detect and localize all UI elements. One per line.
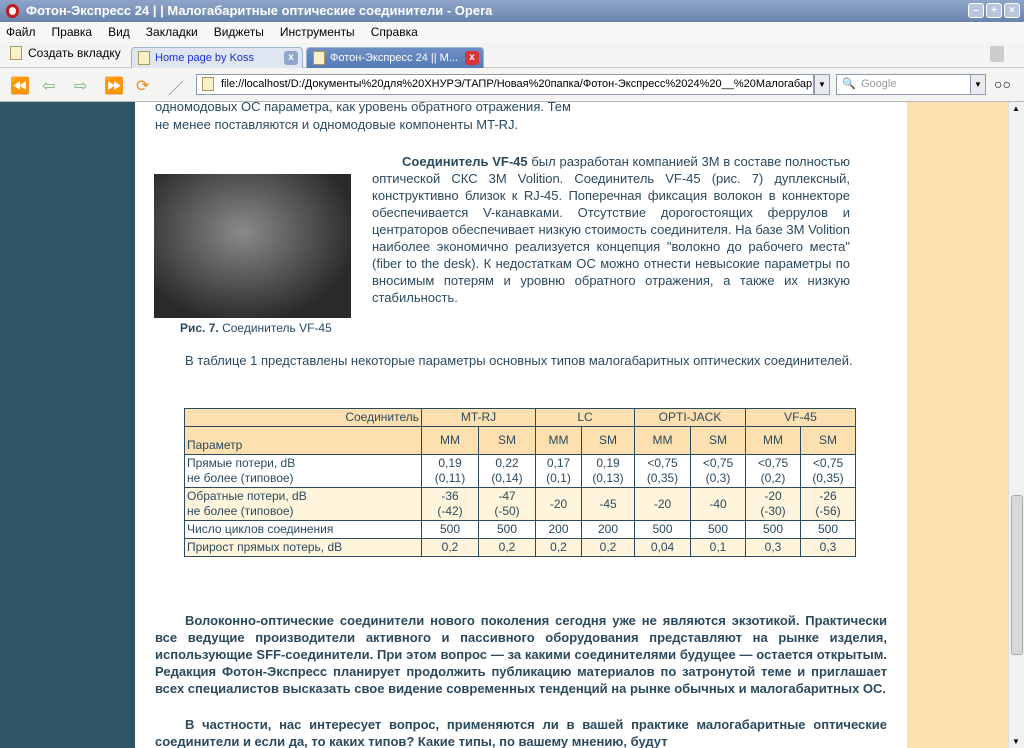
table-row <box>185 539 856 557</box>
sub-header: SM <box>691 427 746 455</box>
last-paragraph: В частности, нас интересует вопрос, применяются ли в вашей практике малогабаритные оптические соединители и если да, то каких типов? Какие типы, по вашему мнению, будут <box>155 717 887 748</box>
cell-value: <0,75 <box>702 456 734 470</box>
parameters-table <box>184 408 856 557</box>
table-cell <box>582 488 635 521</box>
cell-value: -45 <box>599 496 617 511</box>
table-cell <box>536 488 582 521</box>
cell-value: <0,75 <box>757 456 789 470</box>
menu-item[interactable]: Инструменты <box>279 25 355 39</box>
table-cell <box>691 539 746 557</box>
search-icon: 🔍 <box>842 78 856 90</box>
table-cell <box>582 521 635 539</box>
text-line: не менее поставляются и одномодовые компоненты MT-RJ. <box>155 117 519 132</box>
table-cell <box>536 521 582 539</box>
text-line: одномодовых ОС параметра, как уровень обратного отражения. Тем <box>155 102 571 114</box>
sub-header: SM <box>479 427 536 455</box>
cell-typical: (0,35) <box>812 471 844 485</box>
sub-header: SM <box>582 427 635 455</box>
trash-icon[interactable] <box>990 46 1004 62</box>
table-cell <box>582 455 635 488</box>
cell-value: 200 <box>597 522 619 536</box>
sub-header: MM <box>635 427 691 455</box>
left-sidebar <box>0 102 135 748</box>
restore-button[interactable]: + <box>986 3 1002 18</box>
back-icon[interactable]: ⇦ <box>42 78 56 95</box>
window-titlebar <box>0 0 1024 22</box>
table-cell <box>536 539 582 557</box>
table-cell <box>479 455 536 488</box>
page-icon <box>202 77 214 91</box>
cell-value: -26 <box>819 489 837 503</box>
rewind-icon[interactable]: ⏪ <box>10 78 30 95</box>
cell-typical: (-30) <box>760 504 786 518</box>
table-cell <box>582 539 635 557</box>
new-tab-label: Создать вкладку <box>28 46 121 60</box>
cell-value: 0,2 <box>441 540 459 554</box>
figure-label: Рис. 7. <box>180 321 219 335</box>
table-cell <box>479 521 536 539</box>
cell-typical: (-42) <box>437 504 463 518</box>
cell-typical: (0,35) <box>646 471 679 485</box>
table-cell <box>635 455 691 488</box>
cell-value: 0,04 <box>650 540 675 554</box>
figure-caption-text: Соединитель VF-45 <box>218 321 332 335</box>
row-label-line: не более (типовое) <box>187 471 294 485</box>
table-cell <box>536 455 582 488</box>
cell-value: -40 <box>709 496 727 511</box>
group-header: OPTI-JACK <box>635 409 746 427</box>
cell-value: <0,75 <box>647 456 678 470</box>
cell-value: 500 <box>439 522 461 536</box>
tab-home-page[interactable] <box>131 47 303 68</box>
table-header-row <box>185 409 856 427</box>
cell-value: 200 <box>548 522 569 536</box>
cell-value: 500 <box>496 522 518 536</box>
tab-foton-express[interactable] <box>306 47 484 68</box>
nav-toolbar <box>0 68 1024 102</box>
table-cell <box>691 455 746 488</box>
cell-value: -47 <box>498 489 516 503</box>
sub-header: MM <box>422 427 479 455</box>
minimize-button[interactable]: – <box>968 3 984 18</box>
table-intro: В таблице 1 представлены некоторые параметры основных типов малогабаритных оптических соединителей. <box>185 353 853 368</box>
table-cell <box>691 521 746 539</box>
opera-logo-icon <box>6 4 19 18</box>
final-paragraph: Волоконно-оптические соединители нового поколения сегодня уже не являются экзотикой. Практически все ведущие производители активного и пассивного оборудования представляют на рынке изделия, использующие SFF-соединители. При этом вопрос — за какими соединителями будущее — остается открытым. Редакция Фотон-Экспресс планирует продолжить публикацию материалов по затронутой теме и приглашает всех специалистов высказать свое видение современных тенденций на рынке обычных и малогабаритных ОС. <box>155 613 887 696</box>
close-button[interactable]: × <box>1004 3 1020 18</box>
table-cell <box>422 521 479 539</box>
table-cell <box>801 539 856 557</box>
row-label-line: Прямые потери, dB <box>187 456 296 470</box>
group-header: LC <box>536 409 635 427</box>
table-cell <box>801 455 856 488</box>
figure-caption <box>180 320 332 337</box>
table-cell <box>422 488 479 521</box>
cell-value: 0,19 <box>438 456 462 470</box>
menu-item[interactable]: Закладки <box>145 25 198 39</box>
cell-value: -20 <box>653 496 672 511</box>
cell-value: 0,2 <box>599 540 617 554</box>
menu-item[interactable]: Виджеты <box>213 25 264 39</box>
table-row <box>185 521 856 539</box>
vertical-scrollbar[interactable] <box>1008 102 1024 748</box>
cell-value: <0,75 <box>812 456 844 470</box>
group-header: MT-RJ <box>422 409 536 427</box>
menu-item[interactable]: Правка <box>51 25 93 39</box>
table-cell <box>746 539 801 557</box>
cell-value: -36 <box>441 489 459 503</box>
table-cell <box>801 488 856 521</box>
cell-value: -20 <box>764 489 782 503</box>
row-label <box>185 539 422 557</box>
new-tab-icon <box>10 46 22 60</box>
cell-typical: (-56) <box>815 504 841 518</box>
page-viewport <box>0 102 1008 748</box>
tab-label: Home page by Koss <box>155 52 255 64</box>
vf45-bold: Соединитель VF-45 <box>402 154 528 169</box>
sub-header: SM <box>801 427 856 455</box>
cell-value: 500 <box>652 522 673 536</box>
window-title: Фотон-Экспресс 24 | | Малогабаритные оптические соединители - Opera <box>26 3 493 18</box>
row-label-line: Число циклов соединения <box>187 522 334 536</box>
cell-value: 500 <box>707 522 729 536</box>
cell-value: 0,3 <box>764 540 782 554</box>
row-label-line: не более (типовое) <box>187 504 294 518</box>
table-cell <box>479 539 536 557</box>
edit-icon[interactable]: ／ <box>168 81 185 98</box>
vf45-text: был разработан компанией 3M в составе полностью оптической СКС 3M Volition. Соединитель VF-45 (рис. 7) дуплексный, конструктивно близок к RJ-45. Поперечная фиксация волокон в коннекторе обеспечивается V-канавками. Отсутствие дорогостоящих феррулов и центраторов обеспечивает низкую стоимость соединителя. На базе 3M Volition наиболее экономично реализуется концепция "волокно до рабочего места" (fiber to the desk). К недостаткам ОС можно отнести невысокие параметры по вносимым потерям и уровню обратного отражения, а также их низкую стабильность. <box>372 154 850 305</box>
forward-icon[interactable]: ⇨ <box>74 78 88 95</box>
cell-value: -20 <box>549 496 568 511</box>
right-sidebar <box>907 102 1008 748</box>
table-subheader-row <box>185 427 856 455</box>
row-label-line: Прирост прямых потерь, dB <box>187 540 343 554</box>
reload-icon[interactable]: ⟳ <box>136 78 150 95</box>
cell-value: 0,3 <box>819 540 837 554</box>
row-label-line: Обратные потери, dB <box>187 489 307 503</box>
cell-value: 500 <box>762 522 784 536</box>
cell-value: 0,1 <box>709 540 727 554</box>
address-dropdown[interactable]: ▼ <box>814 74 830 95</box>
vf45-paragraph <box>372 153 850 306</box>
cell-value: 0,2 <box>550 540 567 554</box>
row-label <box>185 521 422 539</box>
cell-value: 0,2 <box>498 540 516 554</box>
cell-typical: (0,3) <box>705 471 731 485</box>
menu-bar <box>0 22 1024 42</box>
table-cell <box>746 455 801 488</box>
table-cell <box>746 488 801 521</box>
address-bar[interactable] <box>196 74 814 95</box>
table-cell <box>635 521 691 539</box>
table-cell <box>801 521 856 539</box>
menu-item[interactable]: Файл <box>6 25 36 39</box>
page-icon <box>138 51 150 65</box>
cell-typical: (0,1) <box>546 471 571 485</box>
menu-item[interactable]: Справка <box>370 25 418 39</box>
corner-top: Соединитель <box>185 409 422 427</box>
table-row <box>185 488 856 521</box>
group-header: VF-45 <box>746 409 856 427</box>
sub-header: MM <box>746 427 801 455</box>
scroll-down-icon[interactable]: ▼ <box>1012 737 1020 746</box>
fast-forward-icon[interactable]: ⏩ <box>104 78 124 95</box>
cell-typical: (0,14) <box>491 471 523 485</box>
cell-typical: (0,11) <box>434 471 466 485</box>
table-cell <box>635 539 691 557</box>
table-row <box>185 455 856 488</box>
sub-header: MM <box>536 427 582 455</box>
connector-photo <box>154 174 351 318</box>
tab-label: Фотон-Экспресс 24 || М... <box>330 52 458 64</box>
scroll-up-icon[interactable]: ▲ <box>1012 104 1020 113</box>
glasses-icon[interactable]: ○○ <box>994 76 1011 92</box>
cell-typical: (-50) <box>494 504 520 518</box>
cell-value: 500 <box>817 522 839 536</box>
table-cell <box>746 521 801 539</box>
row-label <box>185 455 422 488</box>
table-cell <box>422 539 479 557</box>
cell-typical: (0,2) <box>760 471 786 485</box>
table-cell <box>635 488 691 521</box>
cell-value: 0,19 <box>596 456 620 470</box>
scrollbar-thumb[interactable] <box>1011 495 1023 655</box>
table-cell <box>479 488 536 521</box>
search-placeholder: Google <box>861 78 897 90</box>
search-input[interactable] <box>836 74 972 95</box>
close-tab-icon[interactable]: x <box>284 51 298 65</box>
tab-bar <box>0 42 1024 68</box>
address-url: file://localhost/D:/Документы%20для%20ХНУРЭ/ТАПР/Новая%20папка/Фотон-Экспресс%2024%20__%20Малогабар <box>221 78 813 90</box>
menu-item[interactable]: Вид <box>108 25 130 39</box>
search-dropdown[interactable]: ▼ <box>970 74 986 95</box>
cell-typical: (0,13) <box>592 471 624 485</box>
row-label <box>185 488 422 521</box>
corner-bottom: Параметр <box>185 427 422 455</box>
cell-value: 0,17 <box>546 456 571 470</box>
new-tab-button[interactable] <box>10 46 121 60</box>
table-cell <box>422 455 479 488</box>
table-cell <box>691 488 746 521</box>
cell-value: 0,22 <box>495 456 519 470</box>
close-tab-icon[interactable]: x <box>465 51 479 65</box>
page-icon <box>313 51 325 65</box>
